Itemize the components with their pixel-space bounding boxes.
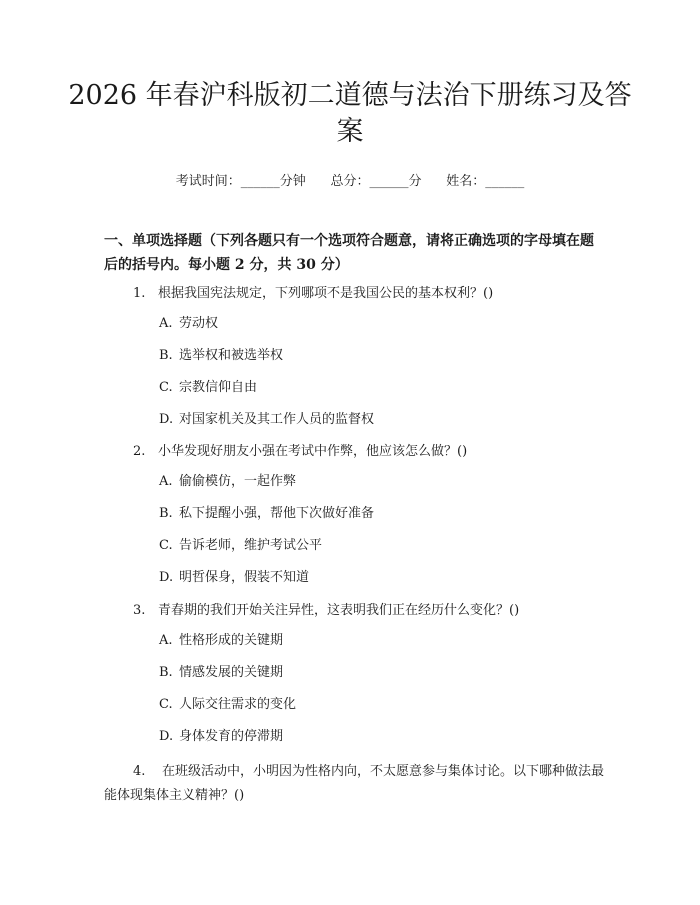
option-letter: B. (159, 506, 173, 521)
option-letter: D. (159, 729, 174, 744)
question-text: 小华发现好朋友小强在考试中作弊，他应该怎么做？() (158, 444, 468, 459)
question-number: 3. (133, 603, 146, 618)
option-3b (159, 663, 599, 683)
exam-info-line: 考试时间：______分钟 总分：______分 姓名：______ (175, 174, 525, 189)
option-letter: A. (159, 633, 173, 648)
option-text: 私下提醒小强，帮他下次做好准备 (179, 506, 375, 521)
option-2a (159, 472, 599, 492)
option-text: 人际交往需求的变化 (179, 697, 297, 712)
option-letter: A. (159, 474, 173, 489)
option-letter: D. (159, 412, 174, 427)
option-2d (159, 568, 599, 588)
question-2 (133, 440, 613, 464)
option-1c (159, 378, 599, 398)
option-text: 性格形成的关键期 (179, 633, 284, 648)
question-number: 1. (133, 286, 146, 301)
option-2b (159, 504, 599, 524)
question-text: 在班级活动中，小明因为性格内向，不太愿意参与集体讨论。以下哪种做法最能体现集体主义精神？() (104, 764, 604, 803)
question-number: 4. (133, 764, 146, 779)
option-text: 宗教信仰自由 (179, 380, 258, 395)
option-letter: A. (159, 316, 173, 331)
option-letter: B. (159, 665, 173, 680)
question-text: 青春期的我们开始关注异性，这表明我们正在经历什么变化？() (158, 603, 520, 618)
option-letter: B. (159, 348, 173, 363)
option-3d (159, 727, 599, 747)
option-1b (159, 346, 599, 366)
option-letter: C. (159, 697, 173, 712)
question-number: 2. (133, 444, 146, 459)
option-letter: D. (159, 570, 174, 585)
option-3c (159, 695, 599, 715)
question-1 (133, 282, 613, 306)
option-letter: C. (159, 538, 173, 553)
option-text: 劳动权 (179, 316, 219, 331)
option-3a (159, 631, 599, 651)
option-1d (159, 410, 599, 430)
option-text: 选举权和被选举权 (179, 348, 284, 363)
question-text: 根据我国宪法规定，下列哪项不是我国公民的基本权利？() (158, 286, 494, 301)
option-text: 告诉老师，维护考试公平 (179, 538, 323, 553)
option-text: 对国家机关及其工作人员的监督权 (179, 412, 375, 427)
option-2c (159, 536, 599, 556)
question-3 (133, 599, 613, 623)
option-1a (159, 314, 599, 334)
document-title: 2026 年春沪科版初二道德与法治下册练习及答案 (68, 80, 632, 147)
option-letter: C. (159, 380, 173, 395)
section-heading: 一、单项选择题（下列各题只有一个选项符合题意，请将正确选项的字母填在题后的括号内。每小题 2 分，共 30 分） (104, 233, 594, 273)
option-text: 明哲保身，假装不知道 (179, 570, 310, 585)
option-text: 身体发育的停滞期 (179, 729, 284, 744)
option-text: 情感发展的关键期 (179, 665, 284, 680)
question-4 (104, 760, 604, 808)
option-text: 偷偷模仿，一起作弊 (179, 474, 297, 489)
